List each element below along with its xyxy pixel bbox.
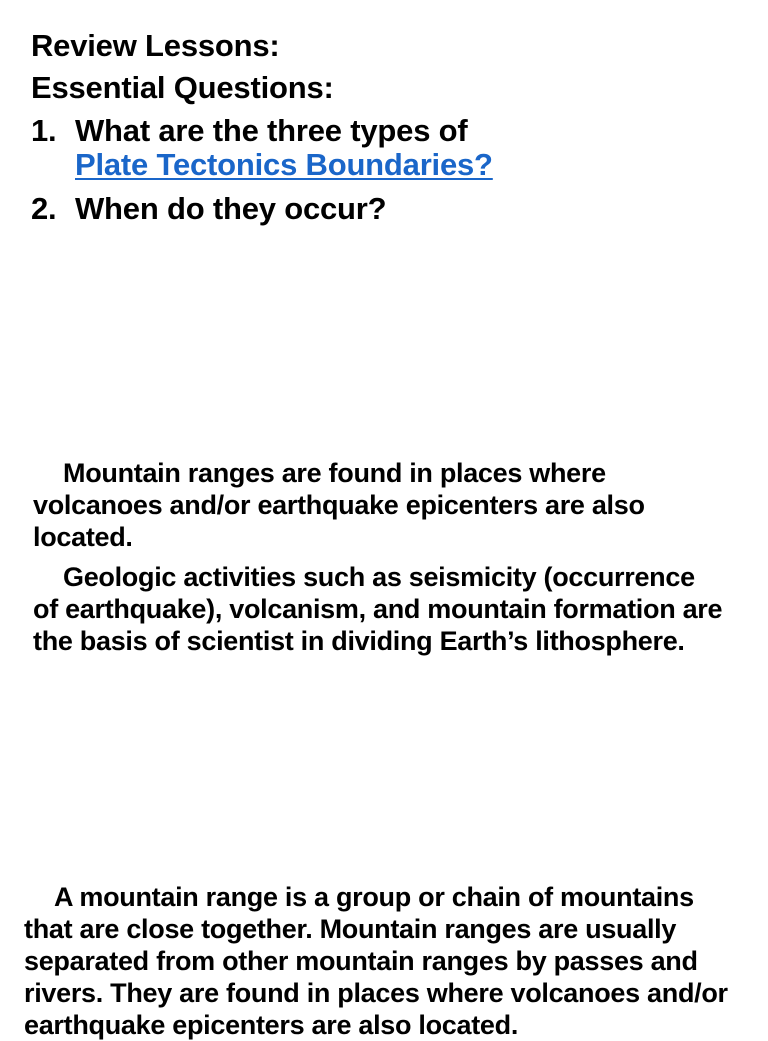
plate-tectonics-link[interactable]: Plate Tectonics Boundaries?	[75, 147, 493, 182]
mountain-ranges-paragraph	[33, 457, 723, 553]
geologic-activities-text: Geologic activities such as seismicity (occurrence of earthquake), volcanism, and mountain formation are the basis of scientist in dividing Earth’s lithosphere.	[33, 562, 723, 656]
question-1-link-line	[31, 147, 493, 183]
essential-questions-heading: Essential Questions:	[31, 70, 334, 105]
mountain-range-definition-text: A mountain range is a group or chain of mountains that are close together. Mountain ranges are usually separated from other mountain ranges by passes and rivers. They are found in places where volcanoes and/or earthquake epicenters are also located.	[24, 882, 728, 1040]
mountain-range-definition-paragraph	[24, 881, 740, 1041]
review-lessons-heading: Review Lessons:	[31, 28, 280, 63]
mountain-ranges-text: Mountain ranges are found in places where volcanoes and/or earthquake epicenters are also located.	[33, 458, 645, 552]
geologic-activities-paragraph	[33, 561, 723, 657]
question-1	[31, 113, 468, 149]
question-2-number: 2.	[31, 191, 57, 226]
question-1-number: 1.	[31, 113, 57, 148]
question-2-text: When do they occur?	[75, 191, 387, 226]
question-1-text: What are the three types of	[75, 113, 468, 148]
question-2	[31, 191, 386, 227]
